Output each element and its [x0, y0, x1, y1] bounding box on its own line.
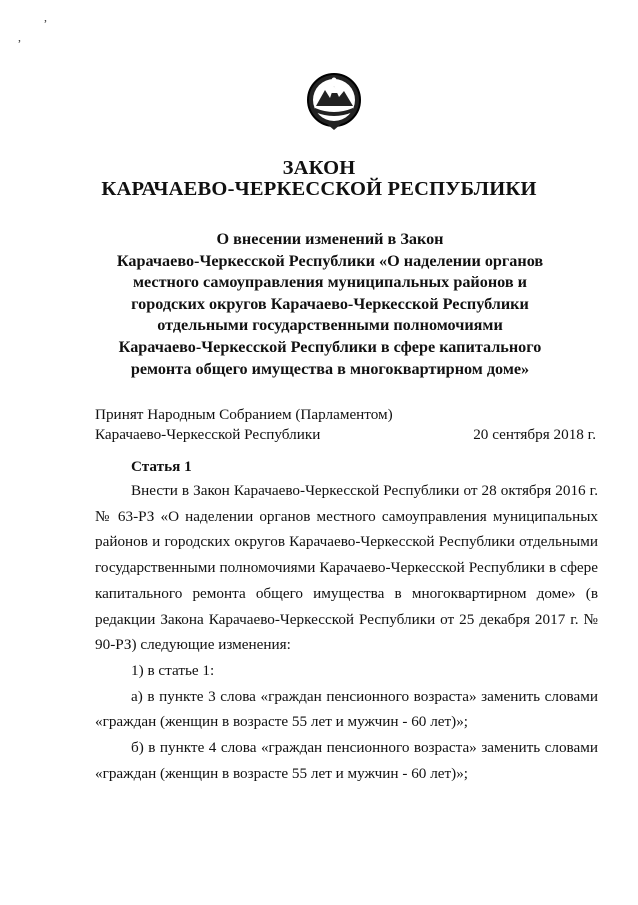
law-subject [60, 229, 600, 380]
subject-line: Карачаево-Черкесской Республики «О наделении органов [116, 251, 544, 270]
law-title-republic: КАРАЧАЕВО-ЧЕРКЕССКОЙ РЕСПУБЛИКИ [101, 178, 537, 200]
paragraph-amendment-intro: Внести в Закон Карачаево-Черкесской Республики от 28 октября 2016 г. № 63-РЗ «О наделении органов местного самоуправления муниципальных районов и городских округов Карачаево-Черкесской Республики отдельными государственными полномочиями Карачаево-Черкесской Республики в сфере капитального ремонта общего имущества в многоквартирном доме» (в редакции Закона Карачаево-Черкесской Республики от 25 декабря 2017 г. № 90-РЗ) следующие изменения: [95, 482, 598, 654]
subject-line: отдельными государственными полномочиями [157, 316, 503, 335]
law-title: ЗАКОН [282, 157, 356, 179]
paragraph-item-b: б) в пункте 4 слова «граждан пенсионного возраста» заменить словами «граждан (женщин в возрасте 55 лет и мужчин - 60 лет)»; [95, 739, 598, 782]
paragraph-item-1: 1) в статье 1: [131, 661, 215, 679]
scan-speck: , [44, 10, 47, 24]
adoption-info [95, 405, 393, 445]
scan-speck: , [18, 30, 21, 44]
subject-line: ремонта общего имущества в многоквартирном доме» [130, 359, 530, 378]
adopted-by: Принят Народным Собранием (Парламентом) [95, 406, 393, 423]
article-heading: Статья 1 [131, 458, 192, 475]
paragraph-item-a: а) в пункте 3 слова «граждан пенсионного возраста» заменить словами «граждан (женщин в возрасте 55 лет и мужчин - 60 лет)»; [95, 687, 598, 731]
subject-line: Карачаево-Черкесской Республики в сфере капитального [118, 337, 542, 356]
subject-line: О внесении изменений в Закон [216, 230, 444, 248]
subject-line: городских округов Карачаево-Черкесской Республики [131, 294, 529, 313]
coat-of-arms-emblem [303, 70, 365, 132]
adopted-by-republic: Карачаево-Черкесской Республики [95, 426, 321, 443]
subject-line: местного самоуправления муниципальных районов и [133, 273, 527, 292]
article-body [95, 478, 598, 786]
adoption-date: 20 сентября 2018 г. [473, 426, 596, 443]
